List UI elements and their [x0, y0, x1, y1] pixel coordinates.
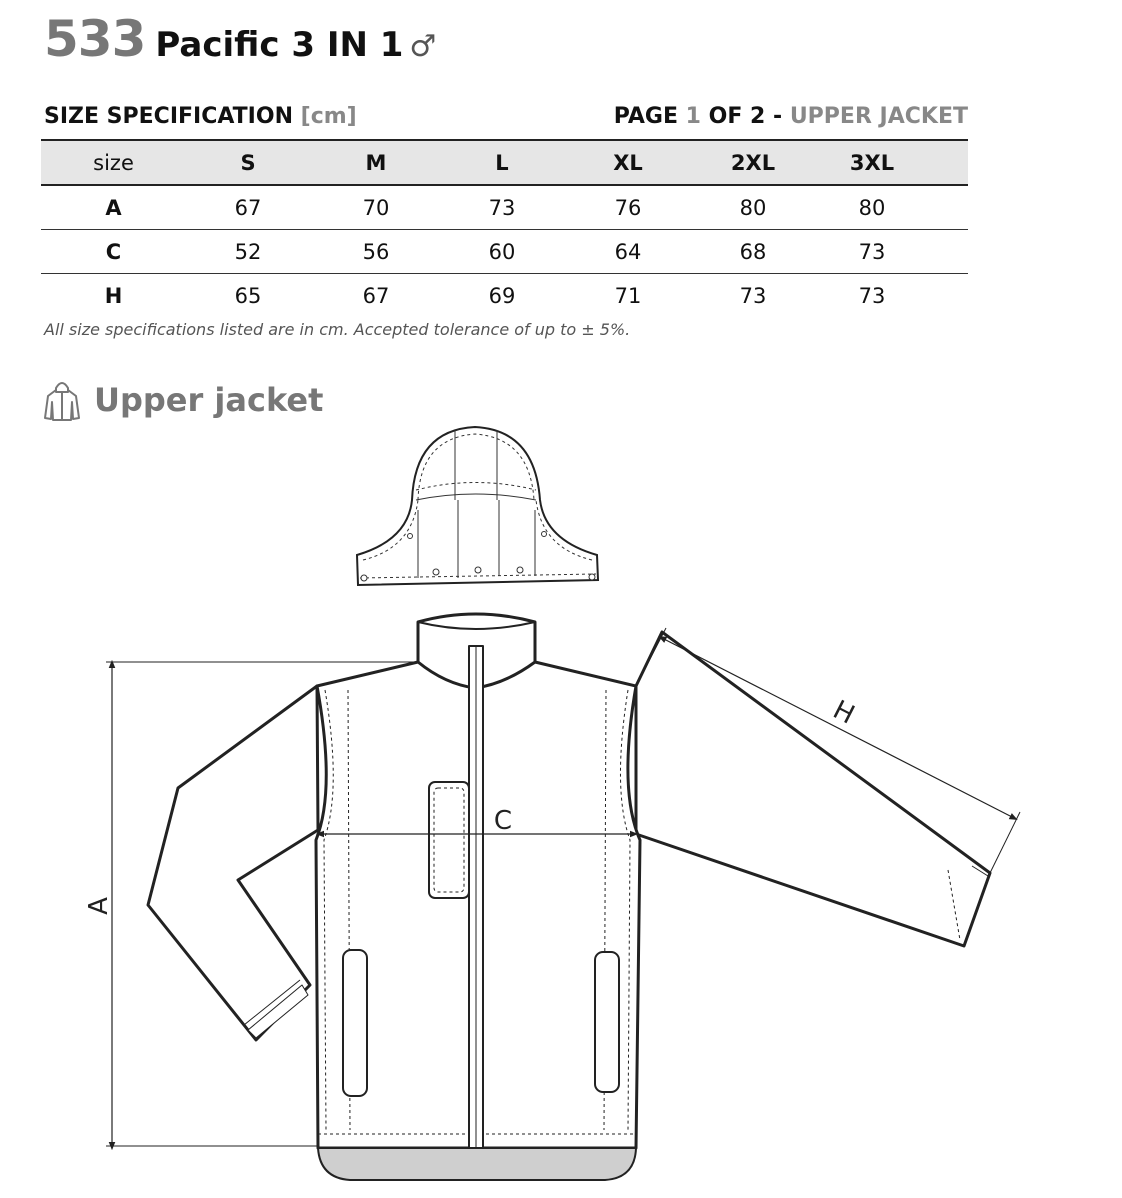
table-cell: 73: [858, 283, 886, 308]
row-label: C: [105, 239, 122, 264]
table-cell: 71: [614, 283, 642, 308]
product-name: Pacific 3 IN 1: [155, 25, 404, 65]
row-label: A: [105, 195, 122, 220]
table-cell: 76: [614, 195, 642, 220]
table-cell: 70: [362, 195, 390, 220]
column-header: M: [365, 150, 387, 175]
table-cell: 67: [362, 283, 390, 308]
column-header: S: [240, 150, 256, 175]
page-current: 1: [685, 104, 701, 129]
table-cell: 64: [614, 239, 642, 264]
table-cell: 56: [362, 239, 390, 264]
table-cell: 69: [488, 283, 516, 308]
table-cell: 73: [858, 239, 886, 264]
row-label: H: [104, 283, 123, 308]
column-header: 2XL: [730, 150, 776, 175]
table-cell: 80: [739, 195, 767, 220]
tolerance-note: All size specifications listed are in cm. Accepted tolerance of up to ± 5%.: [44, 320, 631, 339]
column-header: size: [93, 150, 134, 175]
jacket-drawing: [148, 614, 990, 1180]
spec-unit: [cm]: [300, 104, 357, 129]
page-mid: OF 2 -: [708, 104, 783, 129]
table-cell: 73: [488, 195, 516, 220]
dimension-label-h: H: [828, 695, 860, 731]
table-cell: 60: [488, 239, 516, 264]
table-cell: 65: [234, 283, 262, 308]
table-cell: 52: [234, 239, 262, 264]
dimension-label-a: A: [84, 897, 114, 915]
male-icon: ♂: [409, 29, 437, 64]
column-header: 3XL: [849, 150, 895, 175]
table-cell: 67: [234, 195, 262, 220]
column-header: XL: [613, 150, 643, 175]
table-cell: 73: [739, 283, 767, 308]
spec-title-text: SIZE SPECIFICATION: [44, 104, 293, 129]
page-section: UPPER JACKET: [789, 104, 968, 129]
table-cell: 80: [858, 195, 886, 220]
hood-drawing: [357, 427, 598, 585]
product-code: 533: [44, 10, 146, 68]
table-cell: 68: [739, 239, 767, 264]
section-title: Upper jacket: [94, 381, 324, 419]
dimension-label-c: C: [493, 806, 513, 836]
column-header: L: [495, 150, 509, 175]
page-prefix: PAGE: [613, 104, 678, 129]
